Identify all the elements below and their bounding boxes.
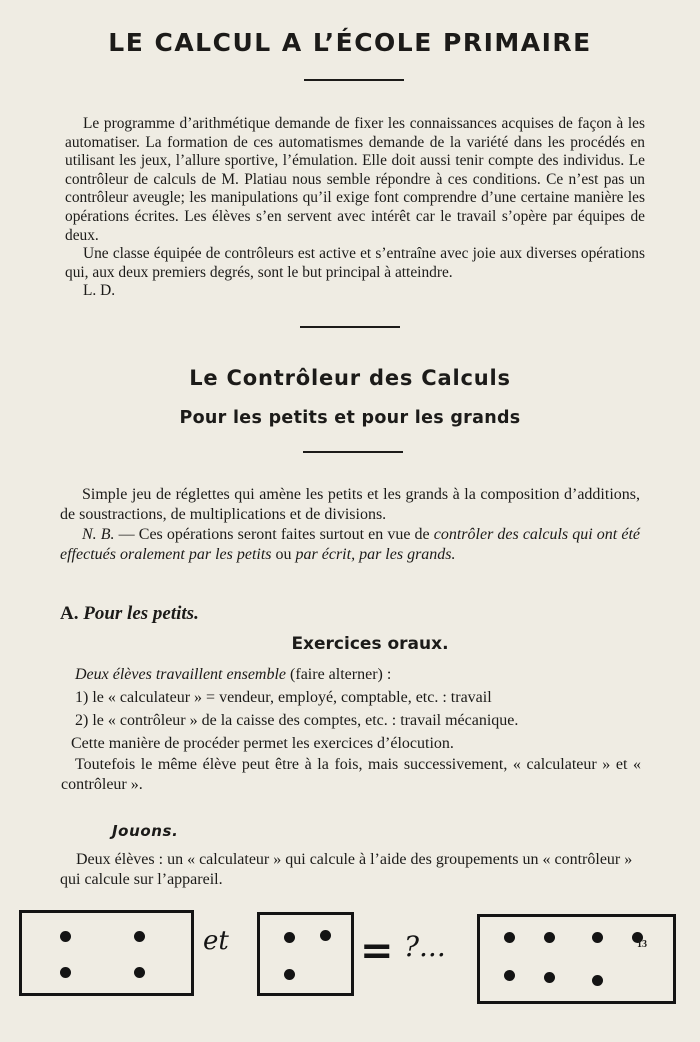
nb-text: — Ces opérations seront faites surtout en vue de (114, 526, 434, 543)
figure-et: et (203, 926, 229, 956)
oral-line-3: Toutefois le même élève peut être à la fois, mais successivement, « calculateur » et « contrôleur ». (61, 756, 641, 793)
jouons-heading: Jouons. (112, 822, 179, 840)
figure-question: ?... (404, 930, 446, 963)
description-paragraph: Simple jeu de réglettes qui amène les petits et les grands à la composition d’additions, de soustractions, de multiplications et de divisions. (60, 486, 640, 523)
dot (134, 931, 145, 942)
dot (544, 972, 555, 983)
nb-paragraph (60, 525, 640, 565)
description-block (60, 485, 640, 565)
nb-italic-2: par écrit, par les grands. (295, 546, 456, 563)
dot (592, 932, 603, 943)
box-seven-dots (477, 914, 676, 1004)
article-subtitle: Pour les petits et pour les grands (179, 408, 521, 428)
nb-label: N. B. (82, 526, 115, 543)
page-title: LE CALCUL A L’ÉCOLE PRIMAIRE (108, 28, 592, 57)
box-three-dots (257, 912, 354, 996)
oral-exercises-block (61, 665, 645, 798)
game-text: Deux élèves : un « calculateur » qui calcule à l’aide des groupements un « contrôleur » qui calcule sur l’appareil. (60, 851, 633, 888)
dot (544, 932, 555, 943)
section-a-subtitle: Exercices oraux. (291, 634, 449, 654)
article-title: Le Contrôleur des Calculs (189, 366, 511, 390)
dot (60, 931, 71, 942)
oral-line-2: Cette manière de procéder permet les exercices d’élocution. (71, 735, 454, 752)
dot (60, 967, 71, 978)
oral-intro-line (75, 665, 645, 685)
oral-intro-rest: (faire alterner) : (286, 666, 392, 683)
nb-mid: ou (271, 546, 296, 563)
dot (134, 967, 145, 978)
dot (504, 970, 515, 981)
dot (284, 969, 295, 980)
nb-italic-1: contrôler des calculs qui ont été effectués oralement par les petits (60, 526, 641, 563)
section-a-letter: A. (60, 603, 79, 624)
dot (504, 932, 515, 943)
box-four-dots (19, 910, 194, 996)
title-divider (304, 79, 404, 81)
intro-divider (300, 326, 400, 328)
oral-item-1: 1) le « calculateur » = vendeur, employé, comptable, etc. : travail (75, 689, 492, 706)
intro-paragraph-2: Une classe équipée de contrôleurs est active et s’entraîne avec joie aux diverses opérations qui, aux deux premiers degrés, sont le but principal à atteindre. (65, 245, 645, 281)
intro-paragraph-1: Le programme d’arithmétique demande de fixer les connaissances acquises de façon à les automatiser. La formation de ces automatismes demande de la variété dans les procédés en utilisant les jeux, l’allure sportive, l’émulation. Elle doit aussi tenir compte des individus. Le contrôleur de calculs de M. Platiau nous semble répondre à ces conditions. Ce n’est pas un contrôleur aveugle; les manipulations qu’il exige font comprendre d’une certaine manière les opérations écrites. Les élèves s’en servent avec intérêt car le travail s’opère par équipes de deux. (65, 115, 645, 244)
intro-signature: L. D. (83, 282, 116, 300)
article-divider (303, 451, 403, 453)
section-a-heading (60, 603, 199, 625)
page-number: 13 (637, 939, 647, 950)
figure-equals: = (360, 927, 394, 974)
game-block (60, 850, 650, 890)
intro-block (65, 115, 645, 301)
dot (284, 932, 295, 943)
dot (320, 930, 331, 941)
dot (592, 975, 603, 986)
oral-intro-italic: Deux élèves travaillent ensemble (75, 666, 287, 683)
oral-item-2: 2) le « contrôleur » de la caisse des comptes, etc. : travail mécanique. (75, 712, 519, 729)
section-a-title: Pour les petits. (83, 603, 199, 624)
